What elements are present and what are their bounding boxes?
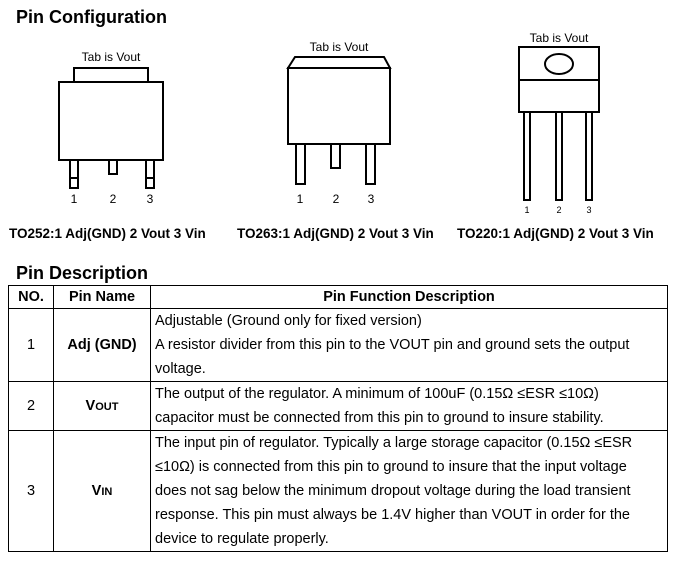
description-line: ≤10Ω) is connected from this pin to ground to insure that the input voltage xyxy=(155,459,627,475)
description-line: does not sag below the minimum dropout voltage during the load transient xyxy=(155,483,631,499)
table-row-pin-3 xyxy=(9,431,668,552)
to220-tab-label: Tab is Vout xyxy=(529,31,589,45)
pin-function-description xyxy=(151,309,668,382)
pin-name-main: Adj (GND) xyxy=(67,337,137,353)
to263-pin-label-1: 1 xyxy=(296,192,304,206)
description-line: A resistor divider from this pin to the VOUT pin and ground sets the output xyxy=(155,337,630,353)
to220-mounting-hole xyxy=(545,54,573,74)
pin-name xyxy=(54,382,151,431)
pin-number: 2 xyxy=(9,382,54,431)
to252-pin-label-2: 2 xyxy=(109,192,117,206)
to263-body xyxy=(288,68,390,144)
to252-pin-3 xyxy=(146,160,154,188)
to263-tab xyxy=(288,57,390,68)
table-header-row xyxy=(9,286,668,309)
to263-pin-2 xyxy=(331,144,340,168)
package-diagrams xyxy=(0,0,681,250)
description-line: capacitor must be connected from this pin to ground to insure stability. xyxy=(155,410,604,426)
to263-package-diagram xyxy=(288,40,390,206)
column-header-pin-name: Pin Name xyxy=(54,286,151,309)
pin-function-description xyxy=(151,382,668,431)
column-header-function: Pin Function Description xyxy=(151,286,668,309)
column-header-no: NO. xyxy=(9,286,54,309)
to252-tab xyxy=(74,68,148,82)
pin-name-sub: OUT xyxy=(95,401,119,413)
to252-tab-label: Tab is Vout xyxy=(81,50,141,64)
pin-function-description xyxy=(151,431,668,552)
to220-pin-label-1: 1 xyxy=(524,205,530,215)
to263-caption: TO263:1 Adj(GND) 2 Vout 3 Vin xyxy=(237,226,434,241)
pin-description-heading: Pin Description xyxy=(16,263,149,283)
description-line: The input pin of regulator. Typically a large storage capacitor (0.15Ω ≤ESR xyxy=(155,435,633,451)
description-line: voltage. xyxy=(155,361,206,377)
pin-configuration-heading: Pin Configuration xyxy=(16,7,167,27)
to220-pin-1 xyxy=(524,112,530,200)
pin-description-table xyxy=(8,285,668,552)
to252-pin-label-1: 1 xyxy=(70,192,78,206)
pin-name xyxy=(54,431,151,552)
to220-body xyxy=(519,80,599,112)
to220-pin-label-2: 2 xyxy=(556,205,562,215)
description-line: Adjustable (Ground only for fixed version) xyxy=(155,313,422,329)
to220-caption: TO220:1 Adj(GND) 2 Vout 3 Vin xyxy=(457,226,654,241)
pin-name-main: V xyxy=(85,398,96,414)
to252-pin-2 xyxy=(109,160,117,174)
to252-package-diagram xyxy=(59,50,163,206)
description-line: The output of the regulator. A minimum of 100uF (0.15Ω ≤ESR ≤10Ω) xyxy=(155,386,599,402)
pin-name xyxy=(54,309,151,382)
to252-pin-label-3: 3 xyxy=(146,192,154,206)
to252-pin-1 xyxy=(70,160,78,188)
to263-tab-label: Tab is Vout xyxy=(309,40,369,54)
to220-pin-2 xyxy=(556,112,562,200)
to263-pin-1 xyxy=(296,144,305,184)
to220-pin-label-3: 3 xyxy=(586,205,592,215)
to252-caption: TO252:1 Adj(GND) 2 Vout 3 Vin xyxy=(9,226,206,241)
to263-pin-label-3: 3 xyxy=(367,192,375,206)
to220-package-diagram xyxy=(519,31,599,215)
to220-pin-3 xyxy=(586,112,592,200)
table-row-pin-1 xyxy=(9,309,668,382)
pin-name-sub: IN xyxy=(101,486,113,498)
table-row-pin-2 xyxy=(9,382,668,431)
pin-name-main: V xyxy=(91,483,102,499)
description-line: device to regulate properly. xyxy=(155,531,329,547)
to263-pin-3 xyxy=(366,144,375,184)
to263-pin-label-2: 2 xyxy=(332,192,340,206)
pin-number: 3 xyxy=(9,431,54,552)
to252-body xyxy=(59,82,163,160)
pin-number: 1 xyxy=(9,309,54,382)
description-line: response. This pin must always be 1.4V higher than VOUT in order for the xyxy=(155,507,630,523)
